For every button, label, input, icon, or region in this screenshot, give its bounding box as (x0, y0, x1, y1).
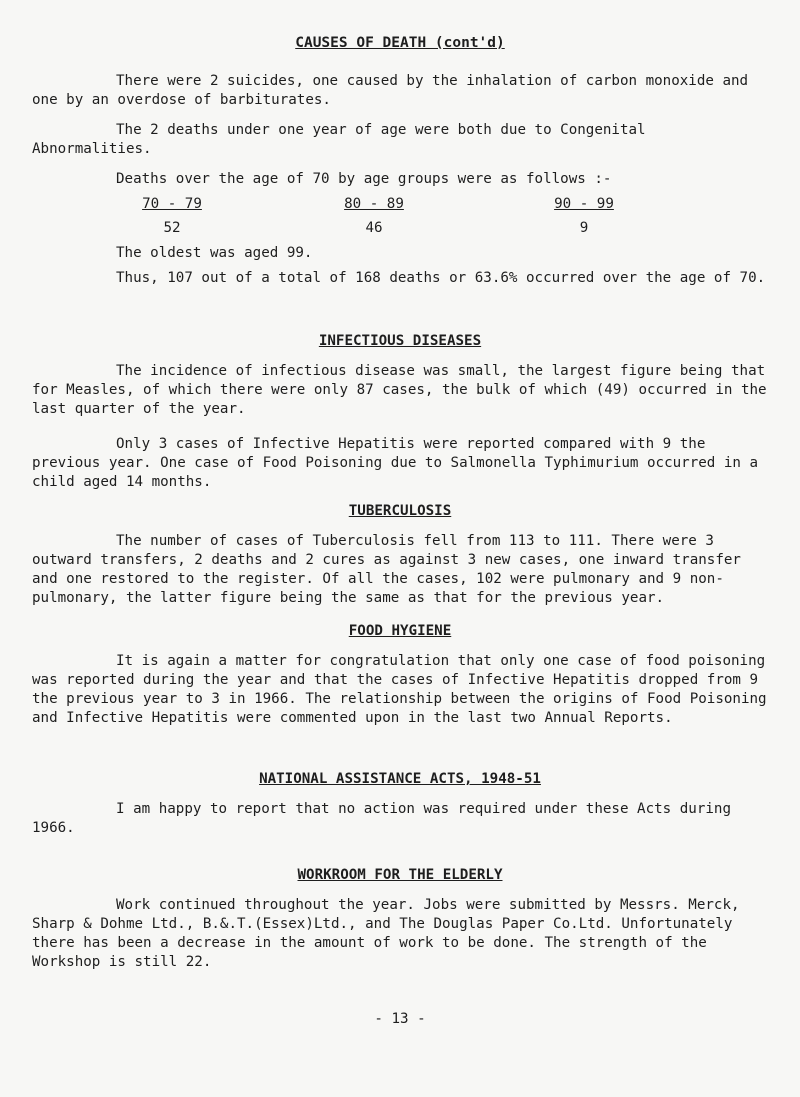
page-title: CAUSES OF DEATH (cont'd) (295, 35, 505, 51)
food-hygiene-heading: FOOD HYGIENE (348, 623, 452, 639)
age-group-header-row (0, 195, 800, 214)
age-count-70-79: 52 (163, 220, 181, 236)
food-hygiene-paragraph: It is again a matter for congratulation that only one case of food poisoning was reported during the year and that the cases of Infective Hepatitis dropped from 9 the previous year to 3 in 1966. The relationship between the origins of Food Poisoning and Infective Hepatitis were commented upon in the last two Annual Reports. (32, 653, 767, 726)
age-count-80-89: 46 (365, 220, 383, 236)
congenital-paragraph: The 2 deaths under one year of age were both due to Congenital Abnormalities. (32, 122, 646, 157)
workroom-paragraph: Work continued throughout the year. Jobs were submitted by Messrs. Merck, Sharp & Dohme Ltd., B.&.T.(Essex)Ltd., and The Douglas Paper Co.Ltd. Unfortunately there has been a decrease in the amount of work to be done. The strength of the Workshop is still 22. (32, 897, 740, 970)
age-groups-intro: Deaths over the age of 70 by age groups were as follows :- (116, 171, 612, 187)
infectious-paragraph-2: Only 3 cases of Infective Hepatitis were reported compared with 9 the previous year. One case of Food Poisoning due to Salmonella Typhimurium occurred in a child aged 14 months. (32, 436, 759, 490)
age-group-count-row (0, 219, 800, 238)
oldest-paragraph: The oldest was aged 99. (116, 245, 313, 261)
age-count-90-99: 9 (579, 220, 589, 236)
suicides-paragraph: There were 2 suicides, one caused by the inhalation of carbon monoxide and one by an overdose of barbiturates. (32, 73, 749, 108)
tuberculosis-paragraph: The number of cases of Tuberculosis fell from 113 to 111. There were 3 outward transfers, 2 deaths and 2 cures as against 3 new cases, one inward transfer and one restored to the register. Of all the cases, 102 were pulmonary and 9 non-pulmonary, the latter figure being the same as that for the previous year. (32, 533, 741, 606)
age-range-90-99: 90 - 99 (554, 196, 614, 212)
age-range-80-89: 80 - 89 (344, 196, 404, 212)
national-assistance-paragraph: I am happy to report that no action was required under these Acts during 1966. (32, 801, 731, 836)
national-assistance-heading: NATIONAL ASSISTANCE ACTS, 1948-51 (259, 771, 541, 787)
tuberculosis-heading: TUBERCULOSIS (348, 503, 452, 519)
workroom-heading: WORKROOM FOR THE ELDERLY (297, 867, 503, 883)
age-range-70-79: 70 - 79 (142, 196, 202, 212)
page-number: - 13 - (374, 1011, 426, 1027)
infectious-diseases-heading: INFECTIOUS DISEASES (318, 333, 482, 349)
infectious-paragraph-1: The incidence of infectious disease was small, the largest figure being that for Measles, of which there were only 87 cases, the bulk of which (49) occurred in the last quarter of the year. (32, 363, 767, 417)
over-70-summary-paragraph: Thus, 107 out of a total of 168 deaths or 63.6% occurred over the age of 70. (116, 270, 766, 286)
